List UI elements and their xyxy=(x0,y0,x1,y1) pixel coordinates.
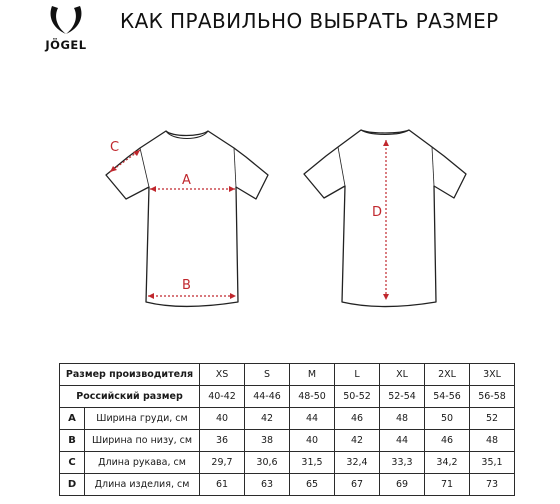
table-row-a xyxy=(60,408,515,430)
value-cell: 40 xyxy=(290,430,335,452)
value-cell: 29,7 xyxy=(200,452,245,474)
value-cell: 65 xyxy=(290,474,335,496)
size-cell: XS xyxy=(200,364,245,386)
value-cell: 44 xyxy=(380,430,425,452)
row-key: B xyxy=(60,430,85,452)
value-cell: 42 xyxy=(335,430,380,452)
table-row-c xyxy=(60,452,515,474)
table-row-header xyxy=(60,364,515,386)
value-cell: 52 xyxy=(470,408,515,430)
row-label: Длина изделия, см xyxy=(85,474,200,496)
value-cell: 69 xyxy=(380,474,425,496)
value-cell: 46 xyxy=(425,430,470,452)
row-label: Ширина груди, см xyxy=(85,408,200,430)
page-title: КАК ПРАВИЛЬНО ВЫБРАТЬ РАЗМЕР xyxy=(120,9,499,33)
value-cell: 33,3 xyxy=(380,452,425,474)
value-cell: 42 xyxy=(245,408,290,430)
label-c: C xyxy=(110,140,120,155)
row-label: Ширина по низу, см xyxy=(85,430,200,452)
value-cell: 36 xyxy=(200,430,245,452)
row-key: D xyxy=(60,474,85,496)
value-cell: 61 xyxy=(200,474,245,496)
value-cell: 30,6 xyxy=(245,452,290,474)
russian-size-cell: 52-54 xyxy=(380,386,425,408)
value-cell: 50 xyxy=(425,408,470,430)
value-cell: 73 xyxy=(470,474,515,496)
russian-size-cell: 44-46 xyxy=(245,386,290,408)
value-cell: 67 xyxy=(335,474,380,496)
value-cell: 40 xyxy=(200,408,245,430)
value-cell: 34,2 xyxy=(425,452,470,474)
label-a: A xyxy=(182,173,191,188)
row-key: C xyxy=(60,452,85,474)
size-cell: 2XL xyxy=(425,364,470,386)
value-cell: 31,5 xyxy=(290,452,335,474)
size-cell: L xyxy=(335,364,380,386)
row-label: Длина рукава, см xyxy=(85,452,200,474)
size-cell: XL xyxy=(380,364,425,386)
value-cell: 46 xyxy=(335,408,380,430)
tshirt-back-outline xyxy=(304,130,466,307)
header-label: Размер производителя xyxy=(60,364,200,386)
value-cell: 71 xyxy=(425,474,470,496)
russian-size-cell: 56-58 xyxy=(470,386,515,408)
russian-size-cell: 54-56 xyxy=(425,386,470,408)
value-cell: 63 xyxy=(245,474,290,496)
size-cell: 3XL xyxy=(470,364,515,386)
table-row-b xyxy=(60,430,515,452)
russian-size-cell: 48-50 xyxy=(290,386,335,408)
value-cell: 38 xyxy=(245,430,290,452)
russian-size-cell: 50-52 xyxy=(335,386,380,408)
table-row-russian xyxy=(60,386,515,408)
label-b: B xyxy=(182,278,191,293)
value-cell: 48 xyxy=(380,408,425,430)
russian-size-cell: 40-42 xyxy=(200,386,245,408)
size-cell: M xyxy=(290,364,335,386)
value-cell: 48 xyxy=(470,430,515,452)
table-row-d xyxy=(60,474,515,496)
value-cell: 32,4 xyxy=(335,452,380,474)
size-cell: S xyxy=(245,364,290,386)
value-cell: 35,1 xyxy=(470,452,515,474)
size-table xyxy=(59,363,515,496)
value-cell: 44 xyxy=(290,408,335,430)
label-d: D xyxy=(372,205,383,220)
brand-name: JÖGEL xyxy=(45,38,87,52)
russian-label: Российский размер xyxy=(60,386,200,408)
row-key: A xyxy=(60,408,85,430)
